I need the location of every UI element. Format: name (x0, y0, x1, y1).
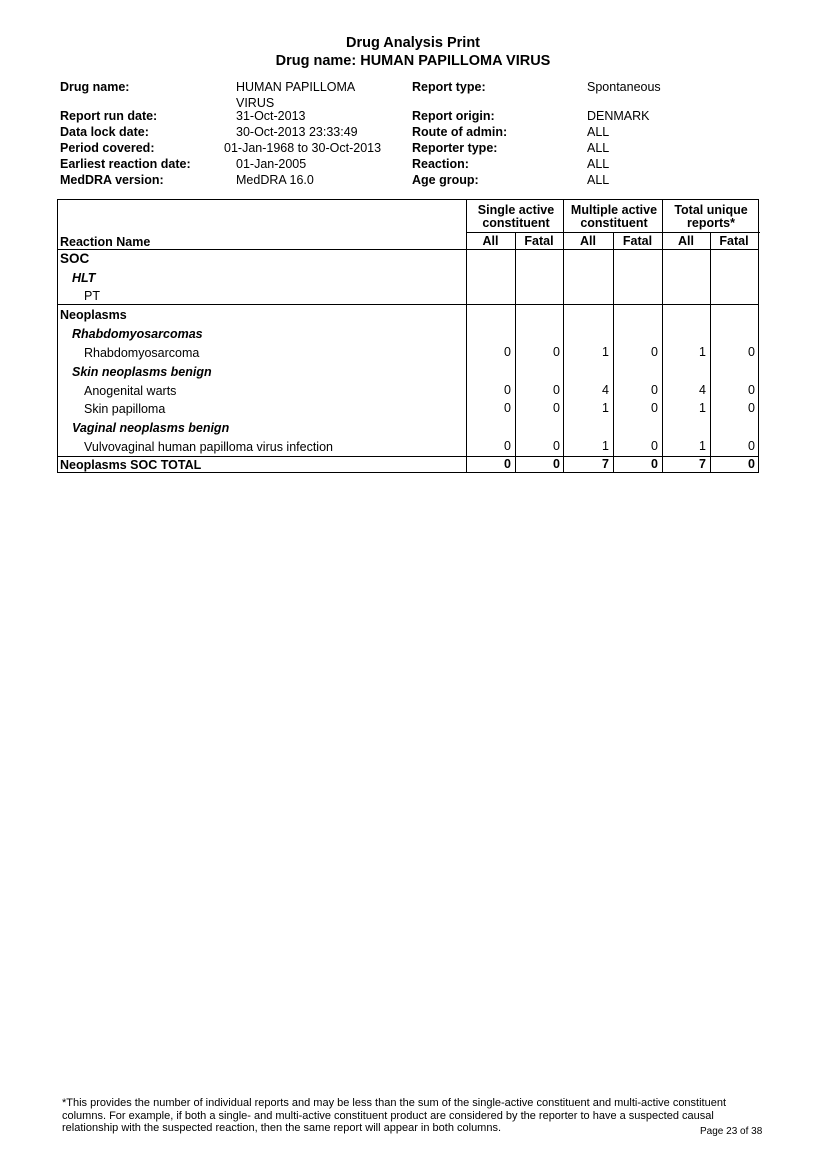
meta-value-origin: DENMARK (587, 109, 650, 123)
value-cell: 1 (602, 401, 609, 415)
subheader-fatal: Fatal (719, 234, 749, 248)
value-cell: 0 (553, 401, 560, 415)
meta-value-drug-name: HUMAN PAPILLOMA VIRUS (236, 80, 355, 110)
value-cell: 0 (651, 401, 658, 415)
value-cell: 0 (748, 383, 755, 397)
value-cell: 0 (651, 345, 658, 359)
drug-name-title: Drug name: HUMAN PAPILLOMA VIRUS (275, 53, 551, 69)
soc-total-row: Neoplasms SOC TOTAL (60, 458, 202, 472)
hlt-rhabdomyosarcomas: Rhabdomyosarcomas (72, 327, 203, 341)
value-cell: 0 (553, 439, 560, 453)
subheader-fatal: Fatal (524, 234, 554, 248)
value-cell: 1 (699, 401, 706, 415)
hlt-skin-neoplasms-benign: Skin neoplasms benign (72, 365, 212, 379)
total-cell: 0 (504, 457, 511, 471)
value-cell: 0 (504, 439, 511, 453)
reaction-table (57, 199, 759, 473)
value-cell: 1 (602, 345, 609, 359)
meta-label-age-group: Age group: (412, 173, 479, 187)
page-number: Page 23 of 38 (700, 1126, 763, 1137)
meta-label-drug-name: Drug name: (60, 80, 130, 94)
pt-skin-papilloma: Skin papilloma (84, 402, 166, 416)
meta-value-age-group: ALL (587, 173, 610, 187)
report-title: Drug Analysis Print (345, 35, 481, 51)
subheader-fatal: Fatal (622, 234, 653, 248)
meta-label-run-date: Report run date: (60, 109, 158, 123)
value-cell: 0 (651, 439, 658, 453)
total-cell: 0 (651, 457, 658, 471)
value-cell: 0 (748, 345, 755, 359)
subheader-all: All (580, 234, 596, 248)
pt-rhabdomyosarcoma: Rhabdomyosarcoma (84, 346, 200, 360)
meta-label-route: Route of admin: (412, 125, 508, 139)
meta-label-meddra: MedDRA version: (60, 173, 164, 187)
meta-value-period: 01-Jan-1968 to 30-Oct-2013 (224, 141, 382, 155)
value-cell: 1 (699, 345, 706, 359)
value-cell: 0 (553, 345, 560, 359)
subheader-all: All (678, 234, 694, 248)
meta-value-report-type: Spontaneous (587, 80, 661, 94)
value-cell: 0 (504, 401, 511, 415)
value-cell: 1 (699, 439, 706, 453)
value-cell: 0 (504, 345, 511, 359)
footnote: *This provides the number of individual reports and may be less than the sum of the single-active constituent and multi-active constituent columns. For example, if both a single- and multi-active constituent product are considered by the reporter to have a suspected causal relationship with the suspected reaction, then the same report will appear in both columns. (62, 1097, 727, 1134)
value-cell: 0 (651, 383, 658, 397)
total-cell: 0 (553, 457, 560, 471)
total-cell: 0 (748, 457, 755, 471)
header-total-unique: Total unique reports* (674, 203, 748, 230)
meta-label-reaction: Reaction: (412, 157, 469, 171)
hlt-vaginal-neoplasms-benign: Vaginal neoplasms benign (72, 421, 230, 435)
soc-neoplasms: Neoplasms (60, 308, 127, 322)
value-cell: 4 (699, 383, 706, 397)
meta-label-earliest: Earliest reaction date: (60, 157, 191, 171)
meta-label-reporter: Reporter type: (412, 141, 498, 155)
table-divider (58, 249, 758, 250)
meta-label-lock-date: Data lock date: (60, 125, 149, 139)
meta-label-report-type: Report type: (412, 80, 486, 94)
value-cell: 0 (504, 383, 511, 397)
meta-value-run-date: 31-Oct-2013 (236, 109, 306, 123)
value-cell: 0 (553, 383, 560, 397)
table-divider (515, 232, 516, 473)
value-cell: 0 (748, 439, 755, 453)
header-single-active: Single active constituent (477, 203, 555, 230)
meta-label-period: Period covered: (60, 141, 155, 155)
legend-pt: PT (84, 289, 100, 303)
header-reaction-name: Reaction Name (60, 235, 151, 249)
meta-value-meddra: MedDRA 16.0 (236, 173, 314, 187)
meta-label-origin: Report origin: (412, 109, 495, 123)
meta-value-reporter: ALL (587, 141, 610, 155)
total-cell: 7 (602, 457, 609, 471)
meta-value-reaction: ALL (587, 157, 610, 171)
header-multiple-active: Multiple active constituent (570, 203, 658, 230)
legend-soc: SOC (60, 251, 90, 266)
table-divider (466, 232, 760, 233)
subheader-all: All (482, 234, 499, 248)
meta-value-lock-date: 30-Oct-2013 23:33:49 (236, 125, 358, 139)
meta-value-route: ALL (587, 125, 610, 139)
value-cell: 4 (602, 383, 609, 397)
table-divider (58, 304, 758, 305)
pt-vulvovaginal-hpv-infection: Vulvovaginal human papilloma virus infection (84, 440, 333, 454)
total-cell: 7 (699, 457, 706, 471)
table-divider (710, 232, 711, 473)
value-cell: 1 (602, 439, 609, 453)
pt-anogenital-warts: Anogenital warts (84, 384, 177, 398)
table-divider (613, 232, 614, 473)
meta-value-earliest: 01-Jan-2005 (236, 157, 307, 171)
legend-hlt: HLT (72, 271, 96, 285)
value-cell: 0 (748, 401, 755, 415)
